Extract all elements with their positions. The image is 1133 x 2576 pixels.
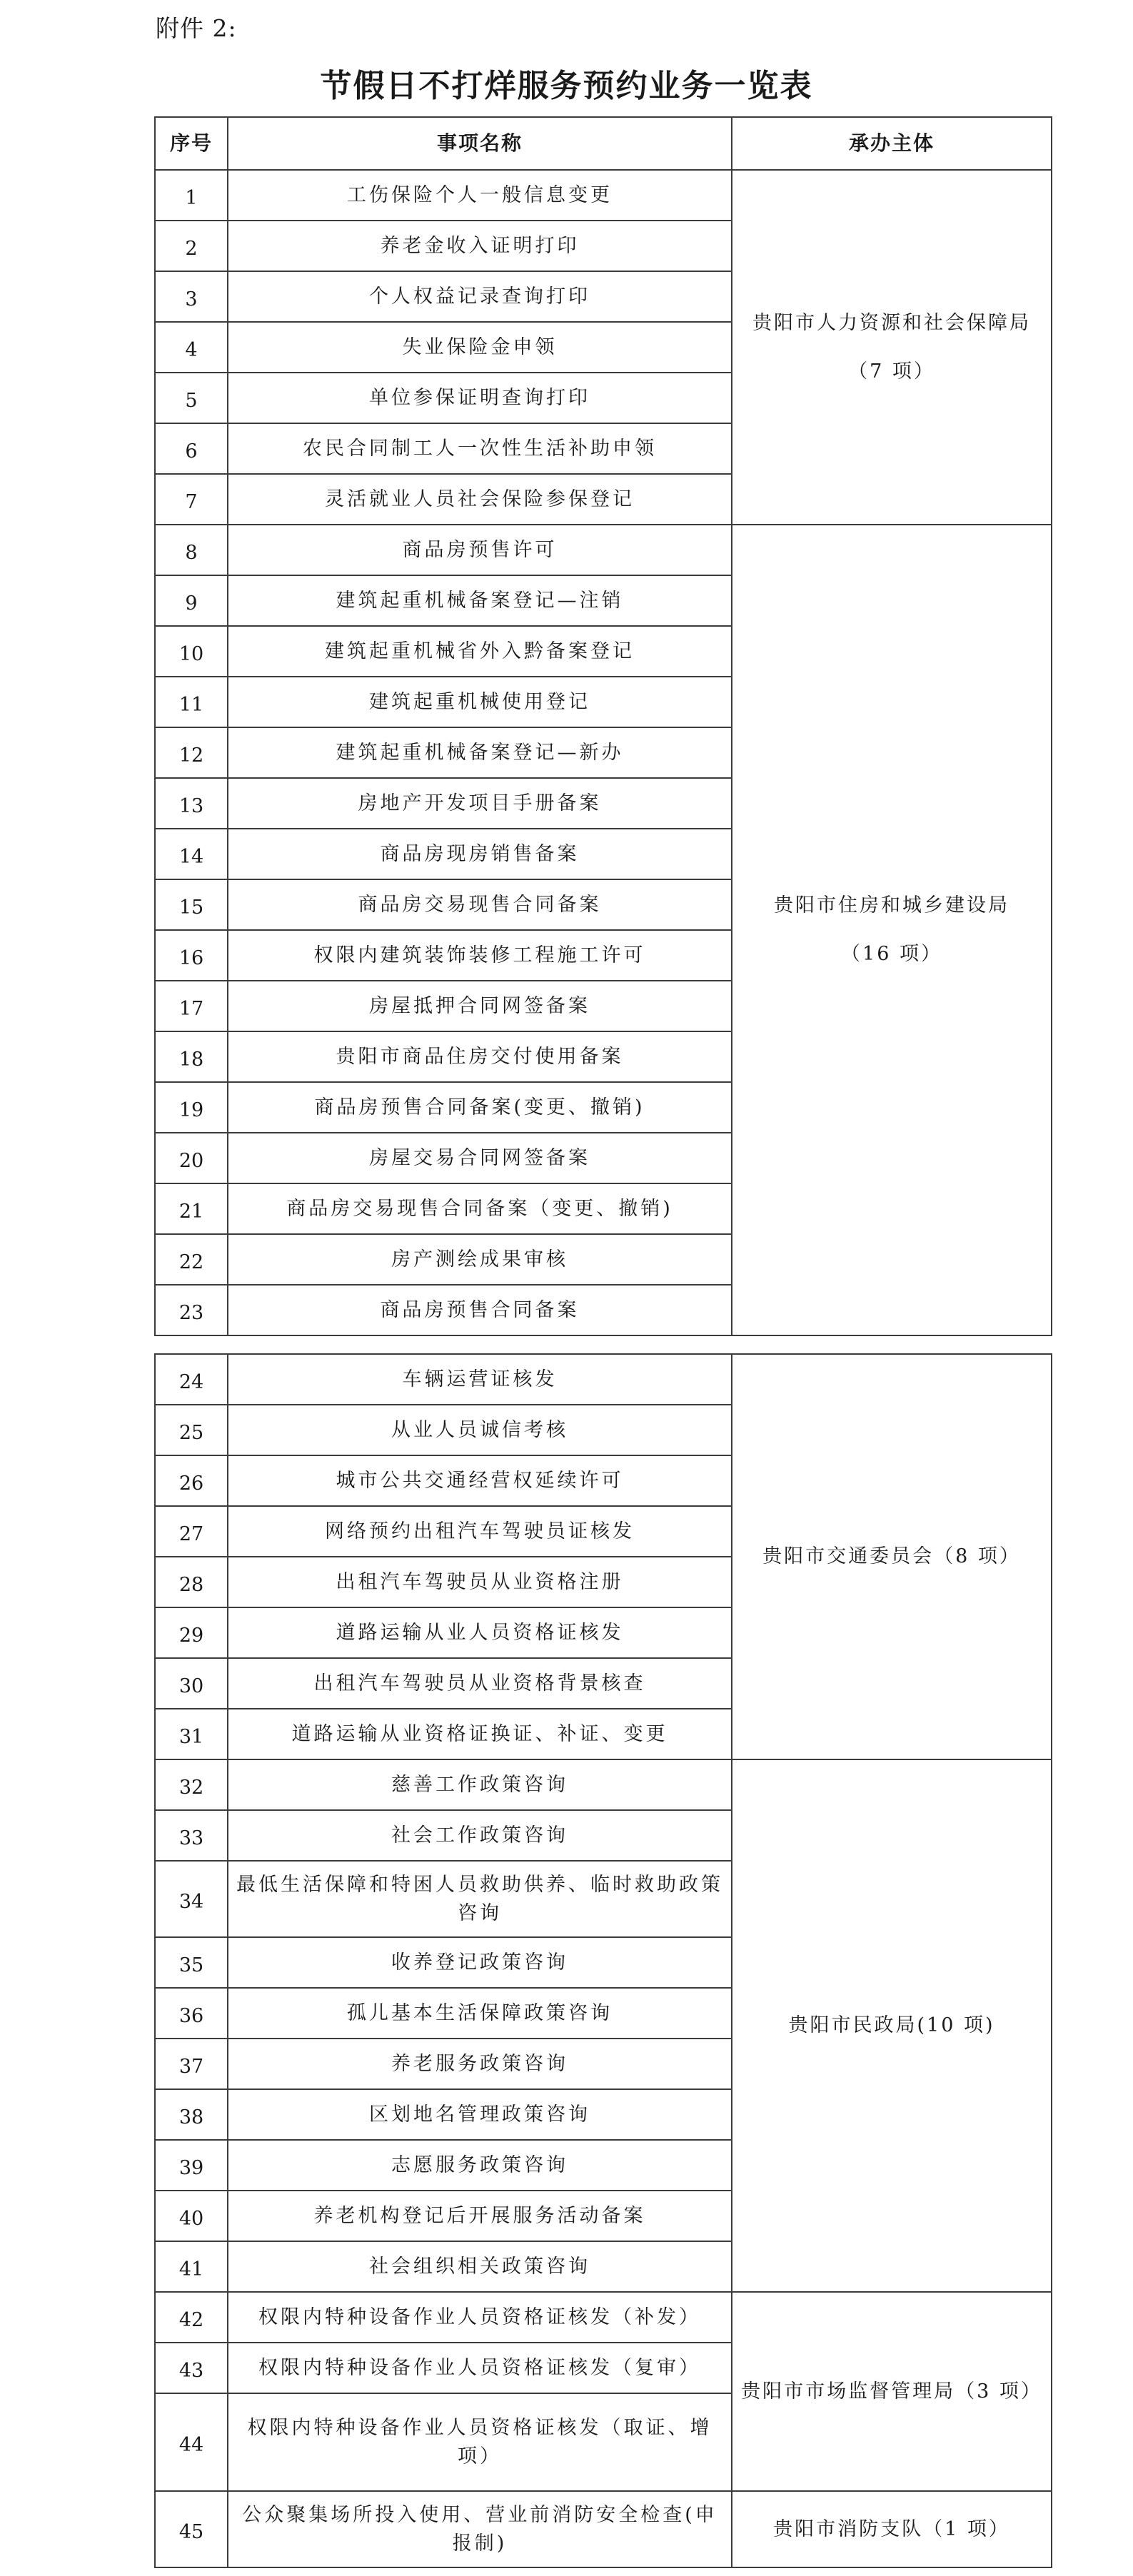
row-number: 41 bbox=[155, 2241, 228, 2292]
row-number: 31 bbox=[155, 1709, 228, 1759]
header-agency: 承办主体 bbox=[732, 117, 1052, 170]
row-number: 16 bbox=[155, 930, 228, 981]
row-number: 22 bbox=[155, 1234, 228, 1285]
row-number: 25 bbox=[155, 1405, 228, 1455]
table-row bbox=[155, 170, 1052, 221]
row-number: 45 bbox=[155, 2491, 228, 2567]
row-number: 24 bbox=[155, 1354, 228, 1405]
row-number: 34 bbox=[155, 1861, 228, 1937]
header-item-name: 事项名称 bbox=[228, 117, 732, 170]
item-name: 建筑起重机械省外入黔备案登记 bbox=[228, 626, 732, 677]
item-name: 房屋交易合同网签备案 bbox=[228, 1133, 732, 1183]
item-name: 养老金收入证明打印 bbox=[228, 221, 732, 271]
row-number: 17 bbox=[155, 981, 228, 1031]
table-row bbox=[155, 1354, 1052, 1405]
agency-cell: 贵阳市住房和城乡建设局 （16 项） bbox=[732, 525, 1052, 1335]
row-number: 1 bbox=[155, 170, 228, 221]
item-name: 志愿服务政策咨询 bbox=[228, 2140, 732, 2191]
item-name: 商品房交易现售合同备案 bbox=[228, 879, 732, 930]
item-name: 社会工作政策咨询 bbox=[228, 1810, 732, 1861]
table-header-row bbox=[155, 117, 1052, 170]
business-table-part-1 bbox=[154, 116, 1052, 1336]
item-name: 商品房预售许可 bbox=[228, 525, 732, 575]
item-name: 道路运输从业资格证换证、补证、变更 bbox=[228, 1709, 732, 1759]
item-name: 最低生活保障和特困人员救助供养、临时救助政策咨询 bbox=[228, 1861, 732, 1937]
item-name: 房屋抵押合同网签备案 bbox=[228, 981, 732, 1031]
header-no: 序号 bbox=[155, 117, 228, 170]
row-number: 21 bbox=[155, 1183, 228, 1234]
row-number: 12 bbox=[155, 727, 228, 778]
row-number: 37 bbox=[155, 2039, 228, 2089]
item-name: 社会组织相关政策咨询 bbox=[228, 2241, 732, 2292]
row-number: 42 bbox=[155, 2292, 228, 2343]
row-number: 44 bbox=[155, 2393, 228, 2491]
item-name: 区划地名管理政策咨询 bbox=[228, 2089, 732, 2140]
row-number: 43 bbox=[155, 2343, 228, 2393]
row-number: 11 bbox=[155, 677, 228, 727]
item-name: 网络预约出租汽车驾驶员证核发 bbox=[228, 1506, 732, 1557]
item-name: 商品房现房销售备案 bbox=[228, 829, 732, 879]
item-name: 单位参保证明查询打印 bbox=[228, 373, 732, 423]
agency-cell: 贵阳市消防支队（1 项） bbox=[732, 2491, 1052, 2567]
row-number: 9 bbox=[155, 575, 228, 626]
row-number: 7 bbox=[155, 474, 228, 525]
row-number: 39 bbox=[155, 2140, 228, 2191]
row-number: 13 bbox=[155, 778, 228, 829]
row-number: 19 bbox=[155, 1082, 228, 1133]
row-number: 30 bbox=[155, 1658, 228, 1709]
agency-cell: 贵阳市人力资源和社会保障局 （7 项） bbox=[732, 170, 1052, 525]
item-name: 灵活就业人员社会保险参保登记 bbox=[228, 474, 732, 525]
item-name: 失业保险金申领 bbox=[228, 322, 732, 373]
row-number: 33 bbox=[155, 1810, 228, 1861]
item-name: 工伤保险个人一般信息变更 bbox=[228, 170, 732, 221]
row-number: 15 bbox=[155, 879, 228, 930]
agency-cell: 贵阳市交通委员会（8 项） bbox=[732, 1354, 1052, 1759]
item-name: 车辆运营证核发 bbox=[228, 1354, 732, 1405]
item-name: 商品房预售合同备案 bbox=[228, 1285, 732, 1335]
row-number: 8 bbox=[155, 525, 228, 575]
item-name: 出租汽车驾驶员从业资格背景核查 bbox=[228, 1658, 732, 1709]
row-number: 6 bbox=[155, 423, 228, 474]
item-name: 房地产开发项目手册备案 bbox=[228, 778, 732, 829]
item-name: 出租汽车驾驶员从业资格注册 bbox=[228, 1557, 732, 1607]
item-name: 商品房预售合同备案(变更、撤销) bbox=[228, 1082, 732, 1133]
item-name: 权限内特种设备作业人员资格证核发（复审） bbox=[228, 2343, 732, 2393]
table-row bbox=[155, 1759, 1052, 1810]
item-name: 养老机构登记后开展服务活动备案 bbox=[228, 2191, 732, 2241]
item-name: 建筑起重机械使用登记 bbox=[228, 677, 732, 727]
row-number: 38 bbox=[155, 2089, 228, 2140]
row-number: 27 bbox=[155, 1506, 228, 1557]
item-name: 孤儿基本生活保障政策咨询 bbox=[228, 1988, 732, 2039]
row-number: 28 bbox=[155, 1557, 228, 1607]
row-number: 20 bbox=[155, 1133, 228, 1183]
row-number: 32 bbox=[155, 1759, 228, 1810]
row-number: 26 bbox=[155, 1455, 228, 1506]
row-number: 18 bbox=[155, 1031, 228, 1082]
agency-cell: 贵阳市民政局(10 项) bbox=[732, 1759, 1052, 2292]
attachment-label: 附件 2: bbox=[156, 14, 237, 42]
row-number: 10 bbox=[155, 626, 228, 677]
agency-cell: 贵阳市市场监督管理局（3 项） bbox=[732, 2292, 1052, 2491]
item-name: 权限内特种设备作业人员资格证核发（取证、增项） bbox=[228, 2393, 732, 2491]
page-title: 节假日不打烊服务预约业务一览表 bbox=[320, 68, 813, 104]
item-name: 建筑起重机械备案登记—注销 bbox=[228, 575, 732, 626]
item-name: 收养登记政策咨询 bbox=[228, 1937, 732, 1988]
row-number: 4 bbox=[155, 322, 228, 373]
item-name: 建筑起重机械备案登记—新办 bbox=[228, 727, 732, 778]
item-name: 权限内特种设备作业人员资格证核发（补发） bbox=[228, 2292, 732, 2343]
row-number: 3 bbox=[155, 271, 228, 322]
item-name: 商品房交易现售合同备案（变更、撤销) bbox=[228, 1183, 732, 1234]
row-number: 29 bbox=[155, 1607, 228, 1658]
row-number: 40 bbox=[155, 2191, 228, 2241]
table-row bbox=[155, 2491, 1052, 2567]
row-number: 14 bbox=[155, 829, 228, 879]
row-number: 23 bbox=[155, 1285, 228, 1335]
row-number: 5 bbox=[155, 373, 228, 423]
row-number: 2 bbox=[155, 221, 228, 271]
business-table-part-2 bbox=[154, 1353, 1052, 2568]
item-name: 个人权益记录查询打印 bbox=[228, 271, 732, 322]
item-name: 慈善工作政策咨询 bbox=[228, 1759, 732, 1810]
item-name: 公众聚集场所投入使用、营业前消防安全检查(申报制) bbox=[228, 2491, 732, 2567]
item-name: 房产测绘成果审核 bbox=[228, 1234, 732, 1285]
item-name: 城市公共交通经营权延续许可 bbox=[228, 1455, 732, 1506]
item-name: 道路运输从业人员资格证核发 bbox=[228, 1607, 732, 1658]
row-number: 36 bbox=[155, 1988, 228, 2039]
table-row bbox=[155, 525, 1052, 575]
item-name: 农民合同制工人一次性生活补助申领 bbox=[228, 423, 732, 474]
table-row bbox=[155, 2292, 1052, 2343]
item-name: 权限内建筑装饰装修工程施工许可 bbox=[228, 930, 732, 981]
item-name: 贵阳市商品住房交付使用备案 bbox=[228, 1031, 732, 1082]
row-number: 35 bbox=[155, 1937, 228, 1988]
item-name: 养老服务政策咨询 bbox=[228, 2039, 732, 2089]
item-name: 从业人员诚信考核 bbox=[228, 1405, 732, 1455]
